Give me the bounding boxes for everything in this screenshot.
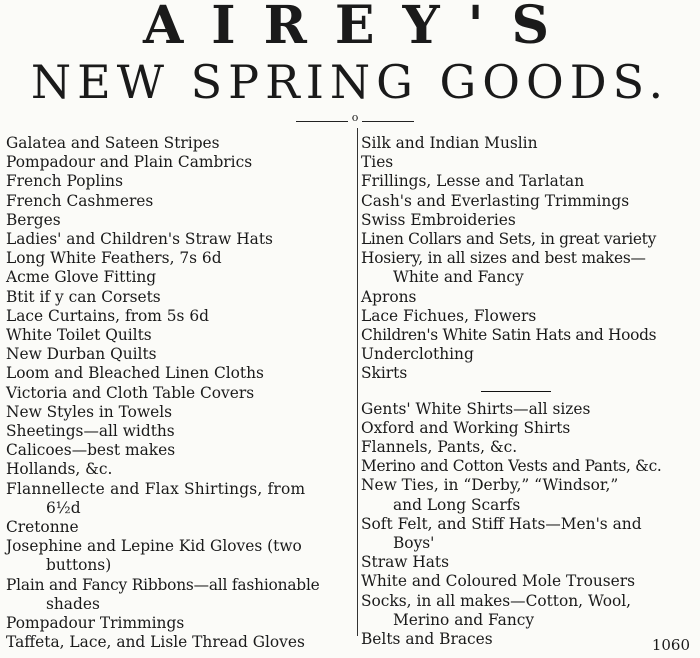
list-item: Straw Hats bbox=[361, 553, 450, 572]
list-item: Belts and Braces bbox=[361, 630, 493, 649]
list-item: Socks, in all makes—Cotton, Wool, bbox=[361, 591, 632, 610]
section-divider bbox=[481, 391, 551, 392]
list-item: Taffeta, Lace, and Lisle Thread Gloves bbox=[6, 633, 305, 652]
list-item-continuation: White and Fancy bbox=[393, 268, 524, 287]
list-item: Acme Glove Fitting bbox=[6, 268, 157, 287]
rule-line-right bbox=[362, 121, 414, 122]
list-item: Pompadour Trimmings bbox=[6, 614, 185, 633]
page-number: 1060 bbox=[651, 636, 690, 654]
list-item: French Poplins bbox=[6, 172, 123, 191]
list-item: Josephine and Lepine Kid Gloves (two bbox=[6, 537, 302, 556]
list-item: Pompadour and Plain Cambrics bbox=[6, 153, 253, 172]
left-column bbox=[6, 134, 348, 652]
rule-line-left bbox=[296, 121, 348, 122]
list-item: Btit if y can Corsets bbox=[6, 287, 161, 306]
list-item: New Durban Quilts bbox=[6, 345, 157, 364]
list-item: New Styles in Towels bbox=[6, 402, 173, 421]
list-item: Ties bbox=[361, 153, 394, 172]
page-title: AIREY'S bbox=[142, 0, 578, 56]
list-item: Sheetings—all widths bbox=[6, 422, 175, 441]
list-item: Gents' White Shirts—all sizes bbox=[361, 399, 591, 418]
list-item: Swiss Embroideries bbox=[361, 210, 516, 229]
list-item: Linen Collars and Sets, in great variety bbox=[361, 230, 656, 249]
list-item-continuation: Boys' bbox=[393, 534, 435, 553]
list-item-continuation: 6½d bbox=[46, 498, 81, 517]
list-item: Long White Feathers, 7s 6d bbox=[6, 249, 222, 268]
list-item: Skirts bbox=[361, 364, 408, 383]
column-divider bbox=[357, 128, 358, 636]
ornament-rule bbox=[296, 111, 414, 124]
list-item: Galatea and Sateen Stripes bbox=[6, 134, 220, 152]
list-item-continuation: and Long Scarfs bbox=[393, 495, 521, 514]
list-item: Underclothing bbox=[361, 345, 474, 364]
list-item: Cretonne bbox=[6, 518, 79, 537]
list-item: Loom and Bleached Linen Cloths bbox=[6, 364, 264, 383]
list-item: Silk and Indian Muslin bbox=[361, 134, 538, 152]
list-item: Flannellecte and Flax Shirtings, from bbox=[6, 479, 306, 498]
list-item: Lace Curtains, from 5s 6d bbox=[6, 306, 209, 325]
list-item: Berges bbox=[6, 210, 61, 229]
right-column bbox=[361, 134, 697, 649]
list-item: New Ties, in “Derby,” “Windsor,” bbox=[361, 476, 619, 495]
list-item: Flannels, Pants, &c. bbox=[361, 438, 518, 457]
list-item: White Toilet Quilts bbox=[6, 326, 152, 345]
list-item-continuation: Merino and Fancy bbox=[393, 610, 535, 629]
list-item: Victoria and Cloth Table Covers bbox=[6, 383, 255, 402]
list-item: Cash's and Everlasting Trimmings bbox=[361, 191, 630, 210]
list-item: Lace Fichues, Flowers bbox=[361, 306, 537, 325]
list-item-continuation: buttons) bbox=[46, 556, 112, 575]
page-subtitle: NEW SPRING GOODS. bbox=[30, 55, 670, 109]
list-item: Frillings, Lesse and Tarlatan bbox=[361, 172, 585, 191]
list-item: Hollands, &c. bbox=[6, 460, 113, 479]
list-item: Children's White Satin Hats and Hoods bbox=[361, 326, 657, 345]
list-item: Hosiery, in all sizes and best makes— bbox=[361, 249, 646, 268]
list-item: Ladies' and Children's Straw Hats bbox=[6, 230, 273, 249]
list-item-continuation: shades bbox=[46, 594, 100, 613]
list-item: Calicoes—best makes bbox=[6, 441, 176, 460]
list-item: Soft Felt, and Stiff Hats—Men's and bbox=[361, 514, 642, 533]
list-item: Plain and Fancy Ribbons—all fashionable bbox=[6, 575, 320, 594]
list-item: Merino and Cotton Vests and Pants, &c. bbox=[361, 457, 662, 476]
list-item: Oxford and Working Shirts bbox=[361, 418, 571, 437]
rule-mark: o bbox=[351, 111, 359, 124]
list-item: White and Coloured Mole Trousers bbox=[361, 572, 636, 591]
list-item: Aprons bbox=[361, 287, 417, 306]
list-item: French Cashmeres bbox=[6, 191, 154, 210]
